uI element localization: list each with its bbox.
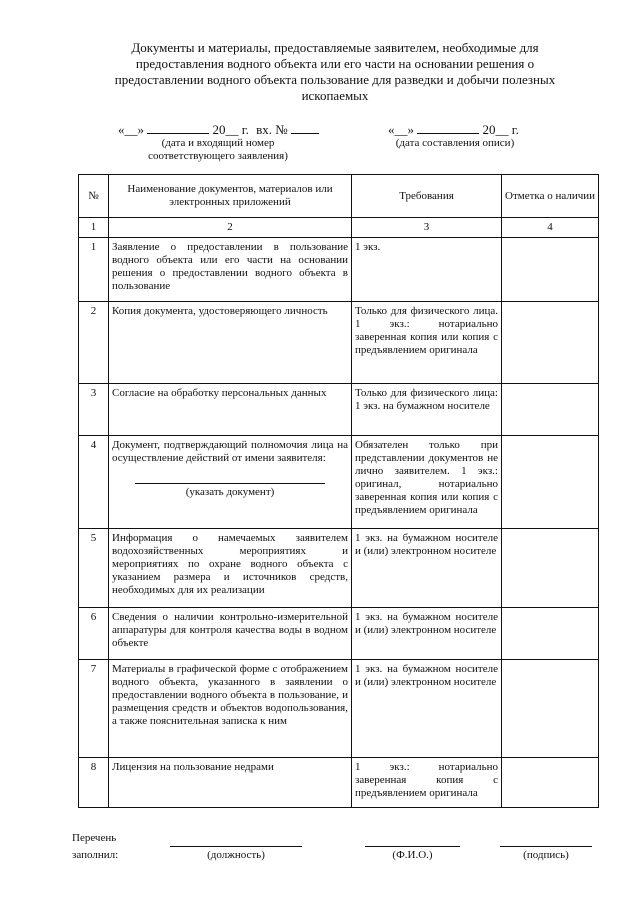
table-row bbox=[79, 436, 599, 529]
row-number: 3 bbox=[79, 384, 109, 436]
availability-mark-cell[interactable] bbox=[502, 436, 599, 529]
table-row bbox=[79, 302, 599, 384]
document-name-cell bbox=[109, 436, 352, 529]
document-name: Документ, подтверждающий полномочия лица на осуществление действий от имени заявителя: bbox=[112, 439, 348, 464]
row-number: 2 bbox=[79, 302, 109, 384]
document-name: Копия документа, удостоверяющего личность bbox=[109, 302, 352, 384]
table-header-row bbox=[79, 175, 599, 218]
right-date-blank bbox=[417, 122, 479, 134]
header-requirements: Требования bbox=[352, 175, 502, 218]
table-row bbox=[79, 608, 599, 660]
full-name-caption: (Ф.И.О.) bbox=[392, 849, 433, 861]
document-name: Лицензия на пользование недрами bbox=[109, 758, 352, 808]
header-availability-mark: Отметка о наличии bbox=[502, 175, 599, 218]
document-specify-blank[interactable] bbox=[135, 475, 325, 484]
document-name: Сведения о наличии контрольно-измерительной аппаратуры для контроля качества воды в водном объекте bbox=[109, 608, 352, 660]
document-name: Материалы в графической форме с отображением водного объекта, указанного в заявлении о предоставлении водного объекта в пользование, и размещения средств и объектов водопользования, а также пояснительная записка к ним bbox=[109, 660, 352, 758]
row-number: 5 bbox=[79, 529, 109, 608]
signature-caption: (подпись) bbox=[523, 849, 569, 861]
availability-mark-cell[interactable] bbox=[502, 608, 599, 660]
entry-number-label: вх. № bbox=[256, 122, 288, 137]
right-caption-line: (дата составления описи) bbox=[395, 137, 515, 149]
left-date-year: 20__ г. bbox=[212, 122, 249, 137]
table-row bbox=[79, 529, 599, 608]
document-specify-caption: (указать документ) bbox=[185, 486, 275, 498]
document-requirements: 1 экз. bbox=[352, 238, 502, 302]
column-numbers-row bbox=[79, 218, 599, 238]
table-row bbox=[79, 384, 599, 436]
availability-mark-cell[interactable] bbox=[502, 302, 599, 384]
document-requirements: 1 экз. на бумажном носителе и (или) электронном носителе bbox=[352, 608, 502, 660]
right-date-caption bbox=[380, 137, 530, 150]
row-number: 8 bbox=[79, 758, 109, 808]
document-title: Документы и материалы, предоставляемые заявителем, необходимые для предоставления водного объекта или его части на основании решения о предоставлении водного объекта пользование для разведки и добычи полезных ископаемых bbox=[114, 40, 556, 103]
position-line[interactable] bbox=[170, 845, 302, 847]
document-requirements: Только для физического лица. 1 экз.: нотариально заверенная копия или копия с предъявлением оригинала bbox=[352, 302, 502, 384]
table-row bbox=[79, 660, 599, 758]
right-date-year: 20__ г. bbox=[482, 122, 519, 137]
column-number: 3 bbox=[352, 218, 502, 238]
availability-mark-cell[interactable] bbox=[502, 384, 599, 436]
column-number: 4 bbox=[502, 218, 599, 238]
table-row bbox=[79, 238, 599, 302]
row-number: 1 bbox=[79, 238, 109, 302]
application-date-line bbox=[118, 122, 319, 138]
filled-by-label-line-1: Перечень bbox=[72, 832, 117, 844]
document-name: Согласие на обработку персональных данных bbox=[109, 384, 352, 436]
signature-line[interactable] bbox=[500, 845, 592, 847]
header-document-name: Наименование документов, материалов или электронных приложений bbox=[109, 175, 352, 218]
document-name: Заявление о предоставлении в пользование водного объекта или его части на основании решения о предоставлении водного объекта в пользование bbox=[109, 238, 352, 302]
entry-number-blank bbox=[291, 122, 319, 134]
left-caption-line-1: (дата и входящий номер bbox=[161, 137, 275, 149]
full-name-line[interactable] bbox=[365, 845, 460, 847]
document-requirements: 1 экз. на бумажном носителе и (или) электронном носителе bbox=[352, 529, 502, 608]
left-date-blank bbox=[147, 122, 209, 134]
column-number: 1 bbox=[79, 218, 109, 238]
document-requirements: 1 экз. на бумажном носителе и (или) электронном носителе bbox=[352, 660, 502, 758]
inventory-date-line bbox=[388, 122, 519, 138]
filled-by-label-line-2: заполнил: bbox=[72, 849, 119, 861]
document-requirements: Только для физического лица: 1 экз. на бумажном носителе bbox=[352, 384, 502, 436]
availability-mark-cell[interactable] bbox=[502, 660, 599, 758]
availability-mark-cell[interactable] bbox=[502, 529, 599, 608]
row-number: 6 bbox=[79, 608, 109, 660]
left-caption-line-2: соответствующего заявления) bbox=[148, 150, 288, 162]
column-number: 2 bbox=[109, 218, 352, 238]
availability-mark-cell[interactable] bbox=[502, 238, 599, 302]
left-date-caption bbox=[118, 137, 318, 163]
left-date-quote: «__» bbox=[118, 122, 144, 137]
document-requirements: Обязателен только при представлении документов не лично заявителем. 1 экз.: оригинал, нотариально заверенная копия или копия с предъявлением оригинала bbox=[352, 436, 502, 529]
position-caption: (должность) bbox=[207, 849, 265, 861]
row-number: 7 bbox=[79, 660, 109, 758]
document-name: Информация о намечаемых заявителем водохозяйственных мероприятиях и мероприятиях по охране водного объекта с указанием размера и источников средств, необходимых для их реализации bbox=[109, 529, 352, 608]
filled-by-label bbox=[72, 830, 118, 864]
documents-table bbox=[78, 174, 599, 808]
right-date-quote: «__» bbox=[388, 122, 414, 137]
availability-mark-cell[interactable] bbox=[502, 758, 599, 808]
table-row bbox=[79, 758, 599, 808]
document-requirements: 1 экз.: нотариально заверенная копия с предъявлением оригинала bbox=[352, 758, 502, 808]
header-number: № bbox=[79, 175, 109, 218]
row-number: 4 bbox=[79, 436, 109, 529]
